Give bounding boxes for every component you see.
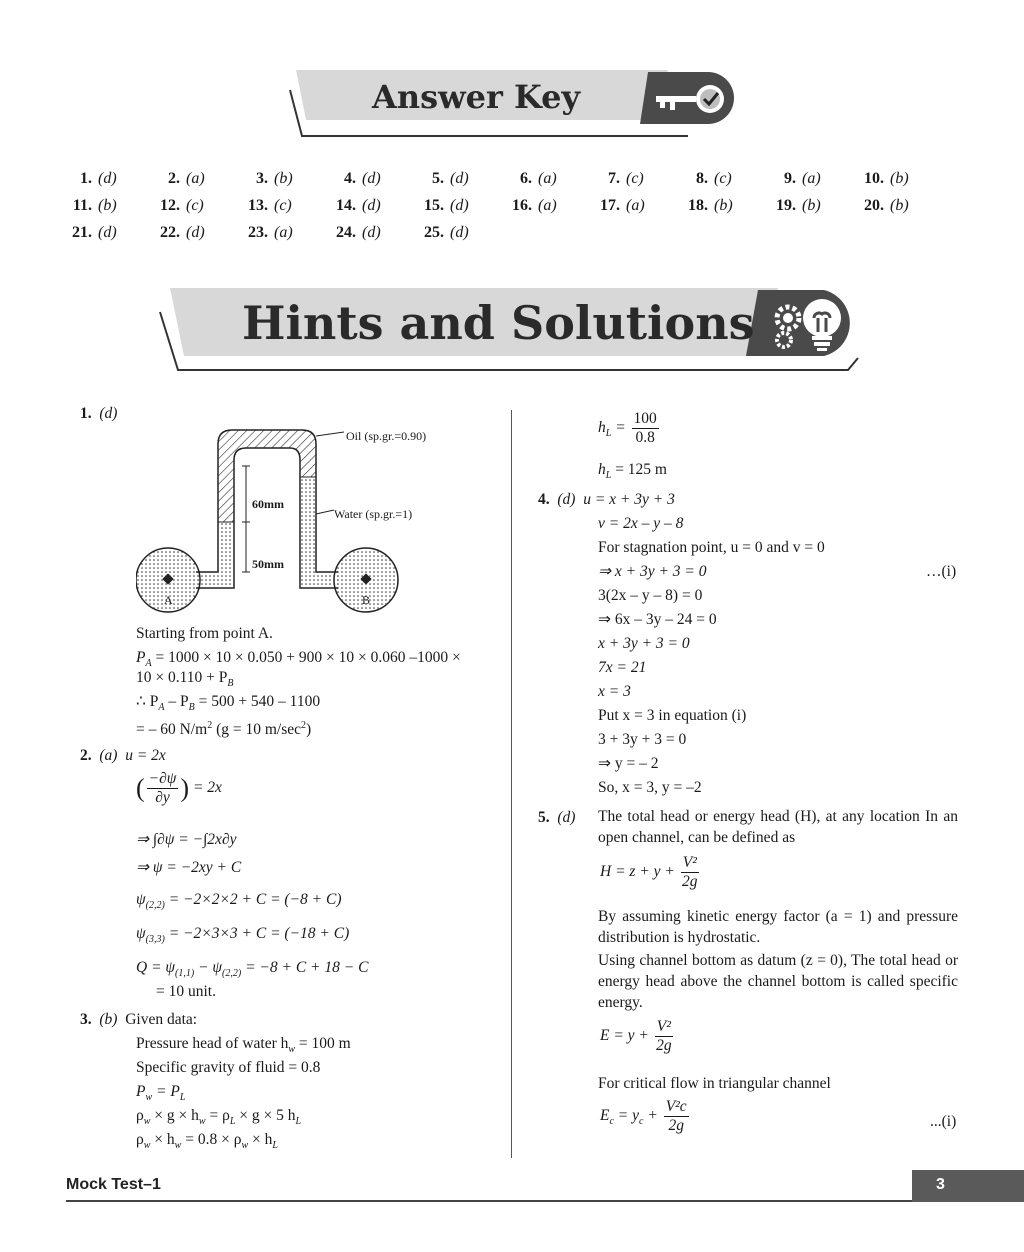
q4-line: ⇒ y = – 2 [598,755,659,772]
answer-option: (d) [362,224,381,241]
q1-line: ∴ $P_A - P_B = 500 + 540 - 1100$ [136,693,321,714]
answer-item [324,224,394,242]
footer-title: Mock Test–1 [66,1176,161,1193]
q4-line: 7x = 21 [598,659,647,676]
answer-item [148,197,218,215]
answer-item [324,197,394,215]
answer-number: 11. [72,197,92,214]
q3-hl-fraction: $h_L$ = $\frac{100}{0.8}$ [598,410,657,446]
answer-number: 25. [424,224,444,241]
answer-option: (c) [274,197,292,214]
gear-bulb-icon [770,294,860,354]
answer-option: (c) [626,170,644,187]
q4-line: ⇒ 6x – 3y – 24 = 0 [598,611,717,628]
answer-item [412,170,482,188]
answer-item [412,224,482,242]
q4-line: 3(2x – y – 8) = 0 [598,587,703,604]
answer-option: (d) [362,197,381,214]
answer-option: (d) [450,170,469,187]
page-number-tab [912,1170,1024,1202]
answer-option: (a) [274,224,293,241]
q5-paragraph: By assuming kinetic energy factor (a = 1) and pressure distribution is hydrostatic. [598,908,958,946]
q2-derivative: ( $\frac{-\partial\psi}{\partial y}$ ) = 2x [136,770,222,806]
answer-number: 12. [160,197,180,214]
point-b-label: B [362,593,371,607]
answer-number: 14. [336,197,356,214]
q3-line: Pressure head of water $h_w = 100$ m [136,1035,351,1056]
answer-option: (d) [450,224,469,241]
answer-option: (b) [802,197,821,214]
answer-number: 16. [512,197,532,214]
q2-line: $Q = \psi_{(1,1)} - \psi_{(2,2)} = -8 + C + 18 - C$ [136,959,369,980]
q3-line: $P_w = P_L$ [136,1083,186,1104]
answer-item [324,170,394,188]
answer-number: 9. [784,170,796,187]
q5-eq-ref: ...(i) [930,1113,957,1130]
answer-number: 3. [256,170,268,187]
answer-row [60,170,940,197]
hints-banner [158,288,864,374]
answer-option: (a) [538,170,557,187]
q3-line: $\rho_w \times g \times h_w = \rho_L \times g \times 5$ $h_L$ [136,1107,302,1128]
answer-item [60,170,130,188]
answer-option: (d) [450,197,469,214]
answer-item [60,197,130,215]
answer-item [500,197,570,215]
q4-line: x + 3y + 3 = 0 [598,635,690,652]
answer-option: (b) [890,197,909,214]
q3-line: Specific gravity of fluid = 0.8 [136,1059,321,1076]
q1-line: $P_A = 1000 \times 10 \times 0.050 + 900 \times 10 \times 0.060$ –1000 × [136,649,461,670]
answer-number: 17. [600,197,620,214]
answer-option: (d) [362,170,381,187]
q1-line: = – 60 $N/m^2$ (g = 10 $m/\sec^2$) [136,720,312,739]
q2-line: $\psi_{(2,2)} = -2\times 2\times 2 + C = (-8 + C)$ [136,891,342,912]
q3-hl-result: $h_L = 125$ m [598,461,667,482]
answer-option: (b) [890,170,909,187]
q2-header: 2. (a) u = 2x [80,747,166,764]
answer-number: 4. [344,170,356,187]
answer-option: (a) [186,170,205,187]
answer-option: (b) [714,197,733,214]
q1-line: Starting from point A. [136,625,273,642]
answer-number: 1. [80,170,92,187]
answer-number: 20. [864,197,884,214]
point-a-label: A [164,593,173,607]
answer-option: (b) [274,170,293,187]
dim-50mm: 50mm [252,557,284,571]
answer-option: (d) [98,170,117,187]
answer-number: 18. [688,197,708,214]
manometer-diagram [136,422,516,627]
answer-key-title: Answer Key [372,78,581,116]
answer-item [852,197,922,215]
answer-item [852,170,922,188]
answer-number: 15. [424,197,444,214]
q1-line: $10 \times 0.110 + P_B$ [136,669,234,690]
answer-number: 7. [608,170,620,187]
q4-line: Put x = 3 in equation (i) [598,707,747,724]
answer-item [500,170,570,188]
q2-line: ⇒ ∫∂ψ = −∫2x∂y [136,831,237,848]
q4-line: So, x = 3, y = –2 [598,779,702,796]
q2-line: = 10 unit. [156,983,216,1000]
q5-equation-e: E = y + $\frac{\text{V²}}{2g}$ [600,1018,672,1054]
q4-line: v = 2x – y – 8 [598,515,684,532]
q4-header: 4. (d) u = x + 3y + 3 [538,491,675,508]
q5-paragraph: The total head or energy head (H), at any location In an open channel, can be defined as [598,808,958,846]
q3-header: 3. (b) Given data: [80,1011,198,1028]
answer-number: 8. [696,170,708,187]
q2-line: $\psi_{(3,3)} = -2\times 3\times 3 + C = (-18 + C)$ [136,925,350,946]
q5-equation-ec: $E_c = y_c$ + $\frac{\text{V²c}}{2g}$ [600,1098,687,1134]
answer-key-banner [288,70,738,140]
q4-line: ⇒ x + 3y + 3 = 0 [598,563,707,580]
q4-line: x = 3 [598,683,631,700]
q2-line: ⇒ ψ = −2xy + C [136,859,242,876]
oil-label: Oil (sp.gr.=0.90) [346,429,427,443]
answer-number: 10. [864,170,884,187]
page-number: 3 [936,1176,945,1193]
answer-grid [60,170,940,251]
hints-title: Hints and Solutions [242,296,755,350]
answer-number: 13. [248,197,268,214]
q5-paragraph: Using channel bottom as datum (z = 0), The total head or energy head above the channel bottom is called specific energy. [598,952,958,1011]
q3-line: $\rho_w \times h_w = 0.8 \times \rho_w \times h_L$ [136,1131,278,1152]
answer-number: 21. [72,224,92,241]
answer-number: 23. [248,224,268,241]
answer-row [60,224,940,251]
q4-line: For stagnation point, u = 0 and v = 0 [598,539,825,556]
answer-option: (c) [186,197,204,214]
answer-item [236,224,306,242]
answer-item [60,224,130,242]
answer-item [764,170,834,188]
q4-line: 3 + 3y + 3 = 0 [598,731,687,748]
answer-item [236,197,306,215]
answer-option: (d) [98,224,117,241]
q5-equation-h: H = z + y + $\frac{\text{V²}}{2g}$ [600,854,698,890]
answer-row [60,197,940,224]
footer-rule [66,1200,1024,1202]
q4-eq-ref: …(i) [926,563,957,580]
answer-item [676,197,746,215]
key-check-icon [652,80,734,120]
answer-option: (c) [714,170,732,187]
answer-item [676,170,746,188]
answer-option: (a) [802,170,821,187]
answer-number: 2. [168,170,180,187]
dim-60mm: 60mm [252,497,284,511]
q1-header: 1. (d) [80,405,118,422]
answer-number: 22. [160,224,180,241]
q5-header: 5. (d) [538,809,576,826]
answer-number: 5. [432,170,444,187]
answer-item [148,224,218,242]
answer-number: 24. [336,224,356,241]
answer-item [148,170,218,188]
answer-item [588,197,658,215]
answer-option: (d) [186,224,205,241]
answer-item [588,170,658,188]
answer-number: 19. [776,197,796,214]
answer-number: 6. [520,170,532,187]
q5-paragraph: For critical flow in triangular channel [598,1075,831,1092]
answer-item [764,197,834,215]
answer-option: (a) [538,197,557,214]
answer-option: (b) [98,197,117,214]
answer-item [412,197,482,215]
water-label: Water (sp.gr.=1) [334,507,413,521]
answer-option: (a) [626,197,645,214]
answer-item [236,170,306,188]
